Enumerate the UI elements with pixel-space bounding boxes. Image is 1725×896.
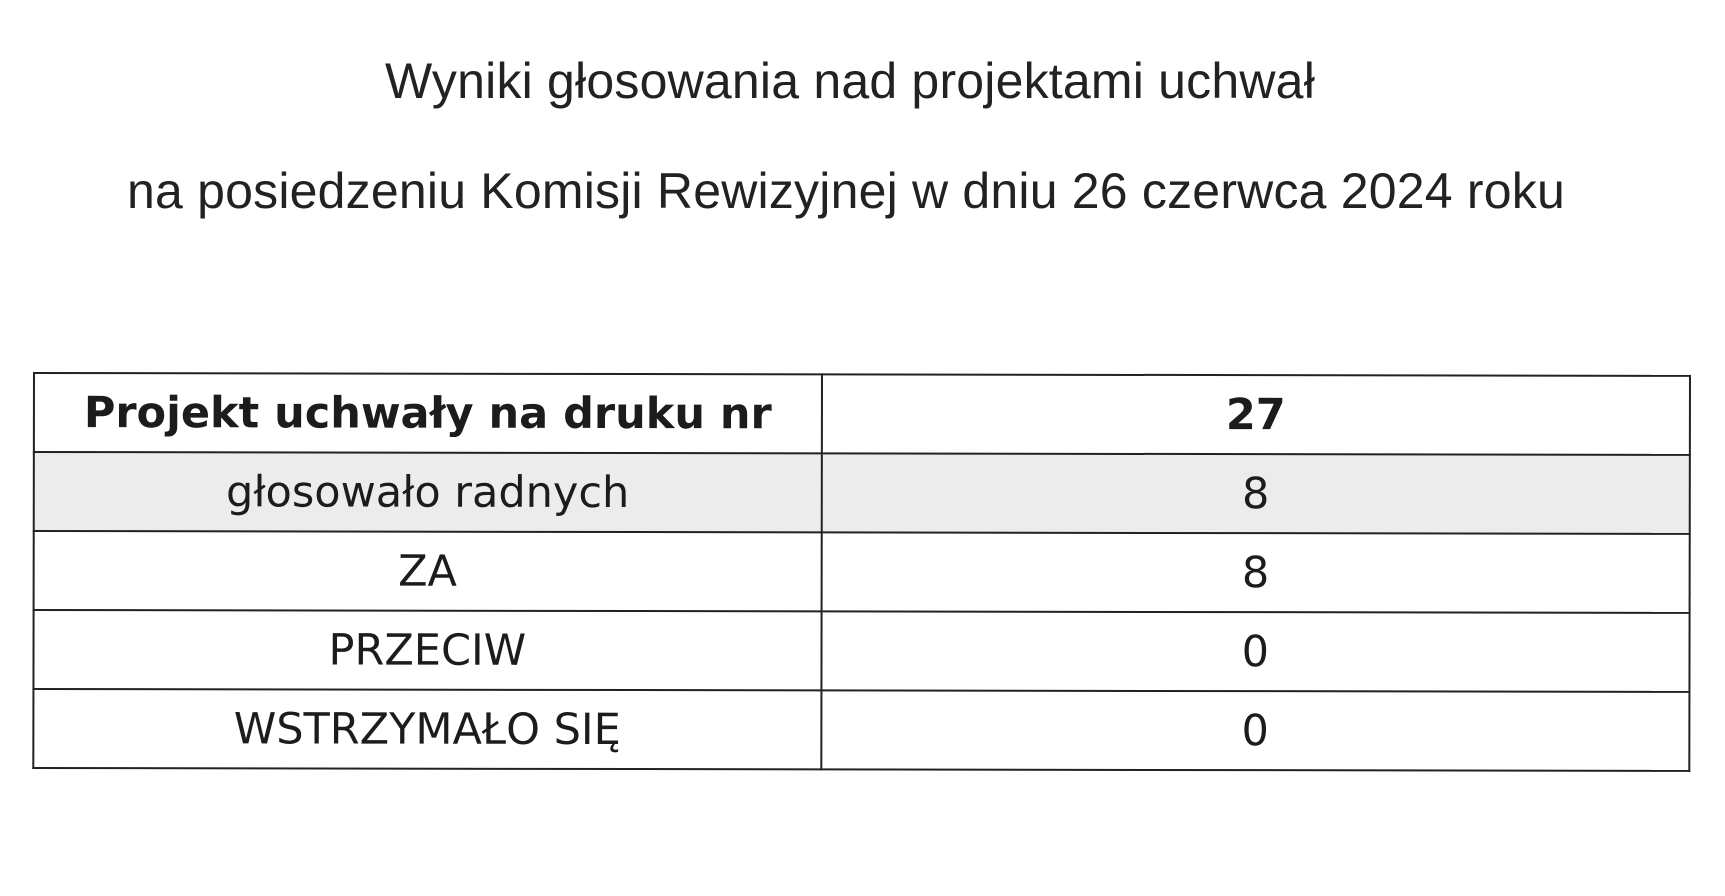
document-subtitle: na posiedzeniu Komisji Rewizyjnej w dniu 26 czerwca 2024 roku xyxy=(127,163,1565,219)
row-value-voted: 8 xyxy=(821,453,1689,534)
table-row xyxy=(33,610,1689,692)
row-label-against: PRZECIW xyxy=(33,610,821,690)
row-label-for: ZA xyxy=(34,531,822,611)
row-value-for: 8 xyxy=(821,532,1689,613)
row-value-abstained: 0 xyxy=(821,690,1689,771)
header-value-cell: 27 xyxy=(822,374,1690,455)
table-header-row xyxy=(34,373,1690,455)
row-label-abstained: WSTRZYMAŁO SIĘ xyxy=(33,689,821,769)
document-title: Wyniki głosowania nad projektami uchwał xyxy=(384,53,1316,109)
row-label-voted: głosowało radnych xyxy=(34,452,822,532)
header-label-cell: Projekt uchwały na druku nr xyxy=(34,373,822,453)
table-row xyxy=(34,452,1690,534)
table-row xyxy=(33,689,1689,771)
table-row xyxy=(34,531,1690,613)
row-value-against: 0 xyxy=(821,611,1689,692)
voting-results-table xyxy=(32,372,1691,772)
